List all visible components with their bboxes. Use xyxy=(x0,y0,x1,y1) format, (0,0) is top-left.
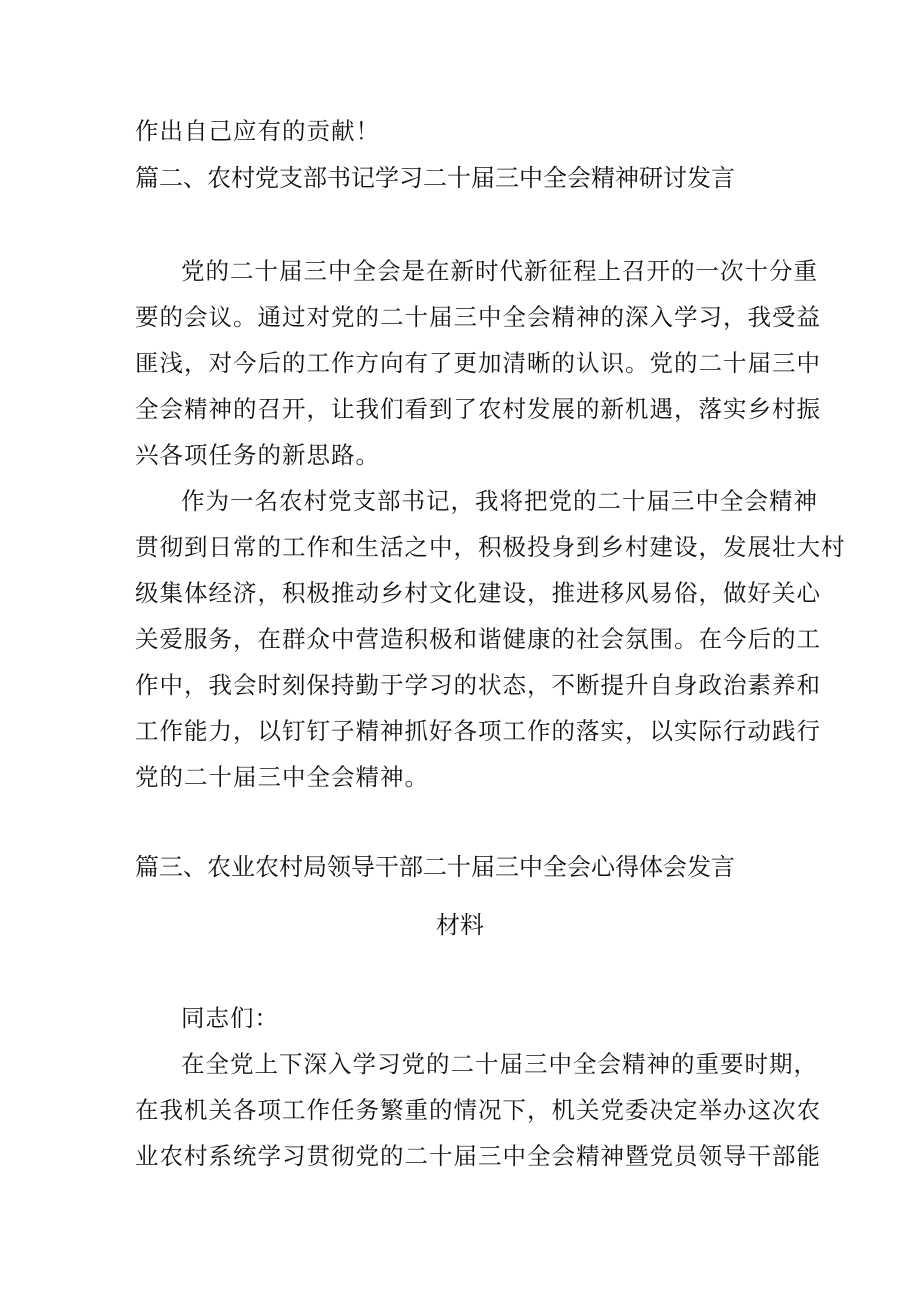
text-line: 作为一名农村党支部书记，我将把党的二十届三中全会精神 xyxy=(181,487,818,515)
text-line: 工作能力，以钉钉子精神抓好各项工作的落实，以实际行动践行 xyxy=(135,717,821,745)
section-heading-3-continued: 材料 xyxy=(436,911,484,939)
text-line: 在全党上下深入学习党的二十届三中全会精神的重要时期， xyxy=(181,1050,818,1078)
text-line: 要的会议。通过对党的二十届三中全会精神的深入学习，我受益 xyxy=(135,303,821,331)
text-line: 党的二十届三中全会精神。 xyxy=(135,763,429,791)
salutation: 同志们： xyxy=(181,1004,279,1032)
text-line: 全会精神的召开，让我们看到了农村发展的新机遇，落实乡村振 xyxy=(135,395,821,423)
text-line: 业农村系统学习贯彻党的二十届三中全会精神暨党员领导干部能 xyxy=(135,1142,821,1170)
text-line: 匪浅，对今后的工作方向有了更加清晰的认识。党的二十届三中 xyxy=(135,349,821,377)
text-line: 党的二十届三中全会是在新时代新征程上召开的一次十分重 xyxy=(181,257,818,285)
text-line: 兴各项任务的新思路。 xyxy=(135,441,380,469)
text-line: 作出自己应有的贡献！ xyxy=(135,117,380,145)
text-line: 关爱服务，在群众中营造积极和谐健康的社会氛围。在今后的工 xyxy=(135,625,821,653)
section-heading-3: 篇三、农业农村局领导干部二十届三中全会心得体会发言 xyxy=(135,853,735,881)
text-line: 贯彻到日常的工作和生活之中，积极投身到乡村建设，发展壮大村 xyxy=(135,533,846,561)
text-line: 作中，我会时刻保持勤于学习的状态，不断提升自身政治素养和 xyxy=(135,671,821,699)
text-line: 在我机关各项工作任务繁重的情况下，机关党委决定举办这次农 xyxy=(135,1096,821,1124)
section-heading-2: 篇二、农村党支部书记学习二十届三中全会精神研讨发言 xyxy=(135,164,735,192)
text-line: 级集体经济，积极推动乡村文化建设，推进移风易俗，做好关心 xyxy=(135,579,821,607)
